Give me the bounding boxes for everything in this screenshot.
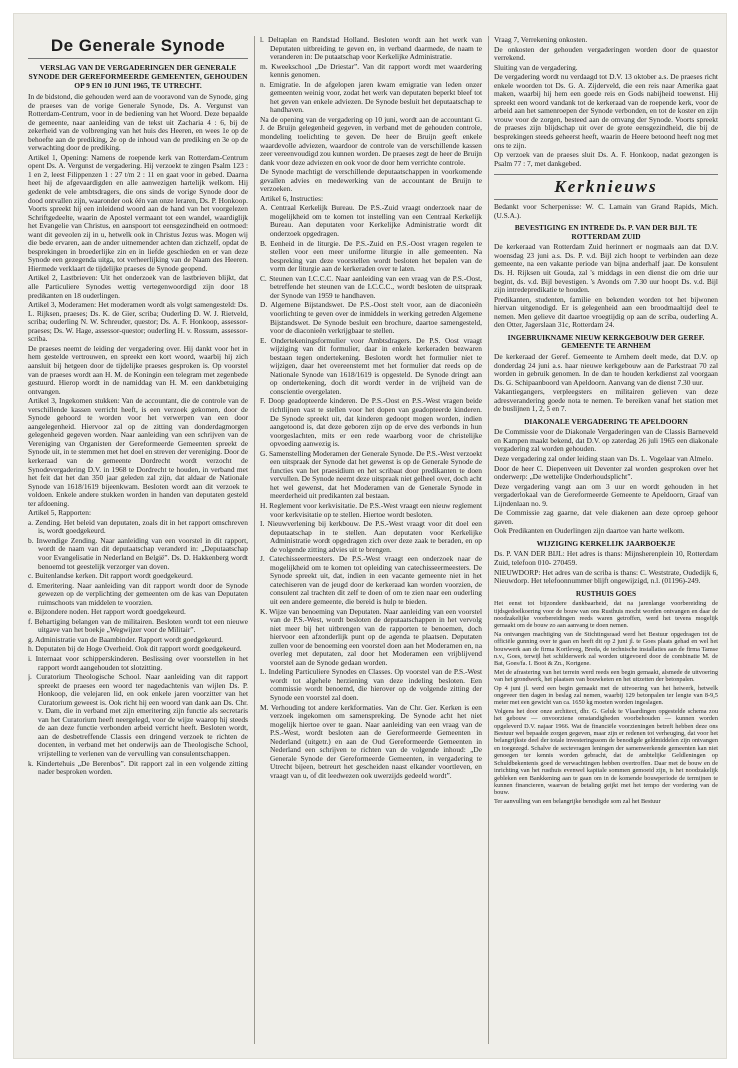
- instruction-item: H. Reglement voor kerkvisitatie. De P.S.-West vraagt een nieuw reglement voor kerkvisitatie op te stellen. Hiertoe wordt besloten.: [260, 500, 482, 519]
- rusthuis-paragraph: Na ontvangen machtiging van de Stichtingsraad werd het Bestuur opgedragen tot de officiële gunning over te gaan en heeft dit op 2 juni jl. te Goes plaats gehad en wel het bouwwerk aan de firma Kortleveg, Breda, de technische installaties aan de firma Tamse n.v., Goes, terwijl het schilderwerk zal worden uitgevoerd door de combinatie M. de Bat, Goes/fa. I. Boot & Zn., Kortgene.: [494, 630, 718, 668]
- report-item: j. Curatorium Theologische School. Naar aanleiding van dit rapport spreekt de praeses een woord ter nagedachtenis van wijlen Ds. P. Honkoop, die velejaren lid, en ook enkele jaren voorzitter van het Curatorium geweest is. Ook richt hij een woord van dank aan Ds. Chr. v. Dam, die in verband met zijn emeritering zijn functie als secretaris van het Curatorium heeft neergelegd, voor de wijze waarop hij steeds de aan deze functie verbonden arbeid verricht heeft. Besloten wordt, aan de desbetreffende Classis een dringend verzoek te richten de docenten, in verband met het onderwijs aan de Theologische School, vrijstelling te verlenen van de vervulling van consulentschappen.: [28, 672, 248, 759]
- paragraph: Artikel 3, Ingekomen stukken: Van de accountant, die de controle van de verschillende kassen verricht heeft, is een verzoek gekomen, door de Synode gehoord te worden voor het verwerpen van een door aangelegenheid. Hiervoor zal op de zitting van donderdagmorgen gelegenheid gegeven worden. Naar aanleiding van een schrijven van de Vereniging van Organisten der Gereformeerde Gemeenten spreekt de Synode uit, in te stemmen met het doel en streven der vereniging. Door de kerkeraad van de gemeente Dordrecht wordt verzocht de Synodevergadering D.V. in 1968 te Dordrecht te houden, in verband met het feit dat het dan 350 jaar geleden zal zijn, dat aldaar de Nationale Synode van 1618/1619 bijeenkwam. Besloten wordt aan dit verzoek te voldoen. Enkele andere stukken worden in handen van deputaten gesteld ter afdoening.: [28, 396, 248, 508]
- section-paragraph: NIEUWDORP: Het adres van de scriba is thans: C. Weststrate, Oudedijk 6, Nieuwdorp. Het telefoonnummer blijft ongewijzigd, n.l. (01196)-249.: [494, 567, 718, 586]
- report-item: h. Deputaten bij de Hoge Overheid. Ook dit rapport wordt goedgekeurd.: [28, 644, 242, 654]
- rusthuis-paragraph: Het eenst tot bijzondere dankbaarheid, dat na jarenlange voorbereiding de tijdsgedoelkoering voor de bouw van ons Rusthuis mocht worden ontvangen en daar de noodzakelijke voorbereidingen reeds waren getroffen, werd het tevens mogelijk gemaakt om de bouw zo aan aanvang te doen nemen.: [494, 600, 718, 630]
- report-item: f. Behartiging belangen van de militairen. Besloten wordt tot een nieuwe uitgave van het boekje „Wegwijzer voor de Militair”.: [28, 616, 248, 635]
- section-paragraph: Ds. P. VAN DER BIJL: Het adres is thans: Mijnsherenplein 10, Rotterdam Zuid, telefoon 010- 270459.: [494, 549, 718, 567]
- section-heading: BEVESTIGING EN INTREDE Ds. P. VAN DER BIJL TE ROTTERDAM ZUID: [514, 223, 698, 241]
- section-paragraph: Door de heer C. Diepenveen uit Deventer zal worden gesproken over het onderwerp: „De wettelijke Onderhoudsplicht”.: [494, 463, 718, 482]
- rusthuis-paragraph: Ter aanvulling van een belangrijke benodigde som zal het Bestuur: [494, 797, 661, 805]
- paragraph: De praeses neemt de leiding der vergadering over. Hij dankt voor het in hem gestelde vertrouwen, en spreekt een kort woord, waarbij hij zich aansluit bij hetgeen door de tijdelijke praeses gesproken is. Op voorstel van de praeses wordt aan H. M. de Koningin een telegram met zegenbede gestuurd. Hierop wordt in de namiddag van H. M. een dankbetuiging ontvangen.: [28, 343, 248, 396]
- column-rule: [254, 36, 255, 1044]
- beroep-notice: Bedankt voor Scherpenisse: W. C. Lamain van Grand Rapids, Mich. (U.S.A.).: [494, 202, 718, 220]
- column-2: [260, 36, 482, 1048]
- report-item: i. Internaat voor schipperskinderen. Beslissing over voorstellen in het rapport wordt aangehouden tot slotzitting.: [28, 654, 248, 672]
- report-item: l. Deltaplan en Randstad Holland. Besloten wordt aan het werk van Deputaten uitbreiding te geven en, in verband daarmede, de naam te veranderen in: De putaatschap voor Kerkelijke Administratie.: [260, 36, 482, 62]
- paragraph: Op verzoek van de praeses sluit Ds. A. F. Honkoop, nadat gezongen is Psalm 77 : 7, met dankgebed.: [494, 150, 718, 168]
- paragraph: De Synode machtigt de verschillende deputaatschappen in voorkomende gevallen advies en medewerking van de accountant de Bruijn te verzoeken.: [260, 167, 482, 194]
- instruction-item: D. Algemene Bijstandswet. De P.S.-Oost stelt voor, aan de diaconieën voorlichting te geven over de inmiddels in werking getreden Algemene Bijstandswet. De Synode besluit een brochure, daartoe samengesteld, voor de diaconieën verkrijgbaar te stellen.: [260, 300, 482, 336]
- kerknieuws-title: Kerknieuws: [494, 174, 718, 200]
- section-paragraph: Deze vergadering zal onder leiding staan van Ds. L. Vogelaar van Almelo.: [494, 453, 714, 463]
- column-rule: [488, 36, 489, 1044]
- instruction-item: M. Verhouding tot andere kerkformaties. Van de Chr. Ger. Kerken is een verzoek ingekomen om samenspreking. De Synode acht het niet mogelijk hiertoe over te gaan. Naar aanleiding van een vraag van de P.S.-West, wordt besloten aan de Gereformeerde Gemeenten in Nederland (uitgetr.) en aan de Oud Gereformeerde Gemeenten in Nederland een schrijven te richten van de volgende inhoud: „De Generale Synode der Gereformeerde Gemeenten, in vergadering te Utrecht bijeen, betreurt het gescheiden naast elkander voortleven, en vraagt van u, of dit leedwezen ook uwerzijds gedeeld wordt”.: [260, 702, 482, 780]
- paragraph: Artikel 1, Opening: Namens de roepende kerk van Rotterdam-Centrum opent Ds. A. Vergunst de vergadering. Hij verzoekt te zingen Psalm 123 : 1 en 2, leest Filippenzen 1 : 27 t/m 2 : 11 en gaat voor in gebed. Daarna heet hij de afgevaardigden en alle aanwezigen hartelijk welkom. Hij gedenkt de vele ambtsdragers, die ons sinds de vorige Synode door de dood ontvallen zijn, waaronder ook één van onze leraren, Ds. P. Honkoop. Voorts spreekt hij een inleidend woord aan de hand van het voorgelezen Schriftgedeelte, waarin de Apostel vermaant tot een wandel, waardiglijk het Evangelie van Christus, en aanspoort tot eensgezindheid en ootmoed: want dit geveolen zij in u, hetwelk ook in Christus Jezus was. Mogen wij die bede ervaren, aan de ander uitnemender achten dan zichzelf, opdat de besprekingen in broederlijke zin en in liefde geschieden en er van deze Synode een gezegenda uitga, tot verheerlijking van de Naam des Heeren. Hiermede verklaart de tijdelijke praeses de Synode geopend.: [28, 152, 248, 273]
- instruction-item: A. Centraal Kerkelijk Bureau. De P.S.-Zuid vraagt onderzoek naar de mogelijkheid om te komen tot instelling van een Centraal Kerkelijk Bureau. Aan deputaten voor Kerkelijke Administratie wordt dit onderzoek opgedragen.: [260, 203, 482, 239]
- section-paragraph: De Commissie zag gaarne, dat vele diakenen aan deze oproep gehoor gaven.: [494, 508, 718, 526]
- section-paragraph: De Commissie voor de Diakonale Vergaderingen van de Classis Barneveld en Kampen maakt bekend, dat D.V. op zaterdag 26 juli 1965 een diakonale vergadering zal worden gehouden.: [494, 427, 718, 454]
- report-item: n. Emigratie. In de afgelopen jaren kwam emigratie van leden onzer gemeenten weinig voor, zodat het werk van deputaten beperkt bleef tot het geven van enkele adviezen. De Synode besluit het deputaatschap te handhaven.: [260, 79, 482, 115]
- paragraph: Artikel 3, Moderamen: Het moderamen wordt als volgt samengesteld: Ds. L. Rijksen, praeses; Ds. K. de Gier, scriba; Ouderling D. W. J. Rietveld, scriba; ouderling N. W. Schreuder, questor; Ds. A. F. Honkoop, assessor-praeses; Ds. W. Hage, assessor-questor; ouderling H. v. Rossum, assessor-scriba.: [28, 300, 248, 344]
- paragraph: De onkosten der gehouden vergaderingen worden door de quaestor verrekend.: [494, 44, 718, 63]
- report-item: e. Bijzondere noden. Het rapport wordt goedgekeurd.: [28, 607, 186, 617]
- report-item: c. Buitenlandse kerken. Dit rapport wordt goedgekeurd.: [28, 571, 193, 581]
- report-item: g. Administratie van de Baambinder. Rapport wordt goedgekeurd.: [28, 634, 223, 644]
- instruction-item: K. Wijze van benoeming van Deputaten. Naar aanleiding van een voorstel van de P.S.-West, wordt besloten de deputaatschappen in het vervolg niet meer bij het uitbrengen van de rapporten te benoemen, doch hiervoor een afzonderlijk punt op de agenda te plaatsen. Deputaten zullen voor de benoeming een voorstel doen aan het Moderamen en, na overleg met deputaten, zal door het Moderamen een vrijblijvend voorstel aan de Synode gedaan worden.: [260, 606, 482, 667]
- instruction-item: C. Steunen van I.C.C.C. Naar aanleiding van een vraag van de P.S.-Oost, betreffende het steunen van de I.C.C.C., wordt besloten de uitspraak der Synode van 1959 te handhaven.: [260, 273, 482, 300]
- instruction-item: G. Samenstelling Moderamen der Generale Synode. De P.S.-West verzoekt een uitspraak der Synode dat het gewenst is op de Generale Synode de functies van het praesidium en het scribaat door predikanten te doen vervullen. De Synode neemt deze uitspraak niet gelheel over, doch acht het wel gewenst, dat het Moderamen van de Generale Synode in meerderheid uit predikanten zal bestaan.: [260, 448, 482, 501]
- report-item: b. Inwendige Zending. Naar aanleiding van een voorstel in dit rapport, wordt de naam van dit deputaatschap veranderd in: „Deputaatschap voor Evangelisatie in Nederland en België”. Ds. D. Hakkenberg wordt benoemd tot geestelijk verzorger van doven.: [28, 535, 248, 571]
- page-title: De Generale Synode: [28, 36, 248, 59]
- section-paragraph: Predikanten, studenten, familie en bekenden worden tot het bijwonen hiervan uitgenodigd. Er is gelegenheid aan een broodmaaltijd deel te nemen. Men gelieve dit daartoe vroegtijdig op aan de scriba, ouderling A. den Otter, Jagerslaan 31c, Rotterdam 24.: [494, 294, 718, 330]
- section-paragraph: Vakantiegangers, verpleegsters en militairen gelieven van deze adresverandering goede nota te nemen. Te bereiken vanaf het station met de buslijnen 1, 2, 5 en 7.: [494, 387, 718, 414]
- section-heading: DIAKONALE VERGADERING TE APELDOORN: [524, 416, 688, 426]
- report-subtitle: VERSLAG VAN DE VERGADERINGEN DER GENERALE SYNODE DER GEREFORMEERDE GEMEENTEN, GEHOUDEN OP 9 EN 10 JUNI 1965, TE UTRECHT.: [28, 63, 248, 90]
- instruction-item: E. Ondertekeningsformulier voor Ambtsdragers. De P.S. Oost vraagt wijziging van dit formulier, daar in enkele kerkeraden bezwaren bestaan tegen ondertekening. Besloten wordt het formulier niet te wijzigen, daar het overeenstemt met het formulier dat reeds op de Nationale Synode van 1618/1619 is opgesteld. De Synode dringt aan op ondertekening, doch dit wordt verder in de vrijheid van de conscientie overgelaten.: [260, 335, 482, 396]
- column-1: [28, 36, 248, 1048]
- paragraph: Vraag 7, Verrekening onkosten.: [494, 36, 588, 44]
- rusthuis-paragraph: Volgens het door onze architect, dhr. G. Geluk te Vlaardingen opgestelde schema zou het gebouw — onvoorziene omstandigheden voorbehouden — kunnen worden opgeleverd D.V. najaar 1966. Wat de financiële voorzieningen betreft hebben deze ons Bestuur wel bepaalde zorgen gegeven, maar zijn er redenen tot verheuging, dat voor het belangrijkste deel der totale investeringssom de benodigde geldmiddelen zijn ontvangen en toegezegd. Schalve de sectevragen leningen der samenwerkende gemeenten kan niet genoegen ter kennis worden gebracht, dat de ambtelijke Geldleningen op Schuldbekentenis goed de verwachtingen hebben overtroffen. Daar met de bouw en de inrichting van het rusthuis evenwel kapitale sommen gemoeid zijn, is het noodzakelijk gebleken een Bankkening aan te gaan om in de komende bouwperiode de termijnen te kunnen financieren, waarvan de betaling geijkt met het tempo der vordering van de bouw.: [494, 707, 718, 797]
- section-heading: WIJZIGING KERKELIJK JAARBOEKJE: [536, 538, 676, 548]
- section-paragraph: De kerkeraad van Rotterdam Zuid herinnert er nogmaals aan dat D.V. woensdag 23 juni a.s. Ds. P. v.d. Bijl zich hoopt te verbinden aan deze gemeente, na een vakante periode van bijna anderhalf jaar. De konsulent Ds. H. Rijksen uit Gouda, zal 's middags in een dienst die om drie uur begint, ds. v.d. Bijl bevestigen. 's Avonds om 7.30 uur hoopt Ds. v.d. Bijl zijn intredepredikatie te houden.: [494, 242, 718, 295]
- column-3: [494, 36, 718, 1048]
- report-item: k. Kindertehuis „De Berenbos”. Dit rapport zal in een volgende zitting nader besproken worden.: [28, 758, 248, 777]
- paragraph: De vergadering wordt nu verdaagd tot D.V. 13 oktober a.s. De praeses richt enkele woorden tot Ds. G. A. Zijderveld, die een reis naar Amerika gaat maken, waarbij hij hem een goede reis en Gods nabijheid toewenst. Hij spreekt een woord vandank tot de kerkeraad van de roepende kerk, voor de arbeid aan het samenroepen der Synode verbonden, en tot de koster en zijn vrouw voor de zorgen, besteed aan de omvang der Synode. Voorts spreekt de praeses zijn blijdschap uit over de grote eensgezindheid, die bij de besprekingen steeds geheerst heeft, waarin de Heere betoond heeft nog met ons te zijn.: [494, 72, 718, 150]
- paragraph: Na de opening van de vergadering op 10 juni, wordt aan de accountant G. J. de Bruijn gelegenheid gegeven, in verband met de gehouden controle, mondeling toelichting te geven. De heer de Bruijn geeft enkele waardevolle adviezen, waardoor de controle van de verschillende kassen zeer vereenvoudigd zou kunnen worden. De praeses zegt de heer de Bruijn dank voor deze adviezen en ook voor de door hem verrichte controle.: [260, 114, 482, 167]
- rusthuis-heading: RUSTHUIS GOES: [575, 588, 637, 598]
- section-paragraph: Deze vergadering vangt aan om 3 uur en wordt gehouden in het vergaderlokaal van de Gereformeerde Gemeente te Apeldoorn, Graaf van Lijndenlaan no. 9.: [494, 481, 718, 508]
- section-paragraph: Ook Predikanten en Ouderlingen zijn daartoe van harte welkom.: [494, 526, 685, 536]
- instruction-item: L. Indeling Particuliere Synodes en Classes. Op voorstel van de P.S.-West wordt tot algehele herziening van deze indeling besloten. Een commissie wordt benoemd, die hierover op de volgende zitting der Synode een voorstel zal doen.: [260, 667, 482, 703]
- section-heading: INGEBRUIKNAME NIEUW KERKGEBOUW DER GEREF. GEMEENTE TE ARNHEM: [507, 332, 705, 351]
- report-item: m. Kweekschool „De Driestar”. Van dit rapport wordt met waardering kennis genomen.: [260, 61, 482, 80]
- rusthuis-paragraph: Op 4 juni jl. werd een begin gemaakt met de uitvoering van het heiwerk, hetwelk ongeveer tien dagen in beslag zal nemen, waarbij 129 betonpalen ter lengte van 8-9,5 meter met een gewicht van ca. 1650 kg moeten worden ingeslagen.: [494, 684, 718, 707]
- paragraph: Artikel 2, Lastbrieven: Uit het onderzoek van de lastbrieven blijkt, dat alle Particuliere Synodes wettig vertegenwoordigd zijn door 18 predikanten en 18 ouderlingen.: [28, 273, 248, 300]
- rusthuis-paragraph: Met de afrastering van het terrein werd reeds een begin gemaakt, alsmede de uitvoering van het grondwerk, het plaatsen van bouwketen en het uitzetten der betonpalen.: [494, 668, 718, 684]
- instruction-item: F. Doop geadopteerde kinderen. De P.S.-Oost en P.S.-West vragen beide richtlijnen vast te stellen voor het dopen van geadopteerde kinderen. De Synode spreekt uit, dat kinderen gedoopt mogen worden, indien aangetoond is, dat deze geboren zijn op de erve des verbonds in hun voorgeslachten, mits er een rede waarborg voor de christelijke opvoeding aanwezig is.: [260, 396, 482, 449]
- report-item: d. Emeritering. Naar aanleiding van dit rapport wordt door de Synode gewezen op de verplichting der gemeenten om de kas van Deputaten ruimschoots van middelen te voorzien.: [28, 580, 248, 607]
- paragraph: Sluiting van de vergadering.: [494, 62, 578, 72]
- report-item: a. Zending. Het beleid van deputaten, zoals dit in het rapport omschreven is, wordt goedgekeurd.: [28, 517, 248, 536]
- paragraph: In de bidstond, die gehouden werd aan de vooravond van de Synode, ging de praeses van de vorige Generale Synode, Ds. A. Vergunst van Rotterdam-Centrum, voor in de bediening van het Woord. Deze bepaalde de gemeente, naar aanleiding van de tekst uit Zacharia 4 : 6, bij de zekerheid van de volbrenging van het huis des Heeren, en wees 1e op de behoefte aan de prediking, 2e op de inhoud van de prediking en 3e op de verwachting door de prediking.: [28, 92, 248, 153]
- instruction-item: I. Nieuwverlening bij kerkbouw. De P.S.-West vraagt voor dit doel een deputaatschap in te stellen. Aan deputaten voor Kerkelijke Administratie wordt opgedragen zich over deze zaak te beraden, en op de volgende zitting advies uit te brengen.: [260, 519, 482, 554]
- article-5-heading: Artikel 5, Rapporten:: [28, 508, 92, 518]
- instruction-item: J. Catechisseermeesters. De P.S.-West vraagt een onderzoek naar de mogelijkheid om te komen tot opleiding van catechisseermeesters. De Synode spreekt uit, dat, indien in een vacante gemeente niet in het catechiseren van de jeugd door de kerkeraad kan worden voorzien, de consulent zal trachten dit zelf te doen of om te zien naar een ouderling uit een andere gemeente, die bereid is hulp te bieden.: [260, 554, 482, 606]
- section-paragraph: De kerkeraad der Geref. Gemeente te Arnhem deelt mede, dat D.V. op donderdag 24 juni a.s. haar nieuwe kerkgebouw aan de Parkstraat 70 zal worden in gebruik genomen. In de dan te houden kerkdienst zal voorgaan Ds. G. Schipaanboord van Apeldoorn. Aanvang van de dienst 7.30 uur.: [494, 351, 718, 387]
- paragraph: Artikel 6, Instructies:: [260, 193, 324, 203]
- instruction-item: B. Eenheid in de liturgie. De P.S.-Zuid en P.S.-Oost vragen regelen te stellen voor een meer uniforme liturgie in alle gemeenten. Na bespreking van deze voorstellen wordt besloten het bepalen van de vorm der liturgie aan de kerkeraden over te laten.: [260, 238, 482, 274]
- newspaper-page: [14, 14, 726, 1058]
